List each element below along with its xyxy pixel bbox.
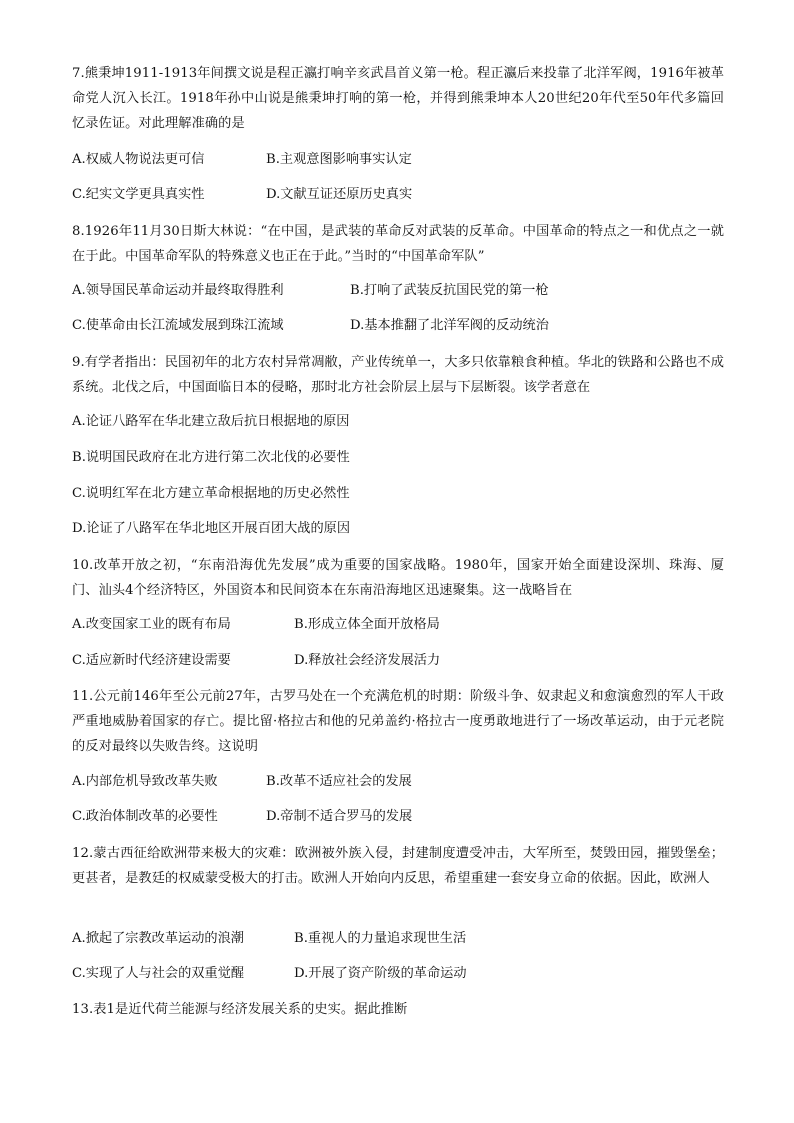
question-8-option-d: D.基本推翻了北洋军阀的反动统治 bbox=[350, 318, 549, 333]
question-10-option-c: C.适应新时代经济建设需要 bbox=[72, 653, 231, 668]
question-12-option-d: D.开展了资产阶级的革命运动 bbox=[294, 966, 467, 981]
question-9-option-d: D.论证了八路军在华北地区开展百团大战的原因 bbox=[72, 521, 351, 536]
question-11-option-a: A.内部危机导致改革失败 bbox=[72, 774, 218, 789]
question-11-option-d: D.帝制不适合罗马的发展 bbox=[266, 809, 413, 824]
question-9-option-b: B.说明国民政府在北方进行第二次北伐的必要性 bbox=[72, 450, 350, 465]
question-12-option-b: B.重视人的力量追求现世生活 bbox=[294, 931, 467, 946]
question-9-option-a: A.论证八路军在华北建立敌后抗日根据地的原因 bbox=[72, 414, 350, 429]
question-8-option-b: B.打响了武装反抗国民党的第一枪 bbox=[350, 283, 549, 298]
question-7-option-c: C.纪实文学更具真实性 bbox=[72, 187, 205, 202]
question-9-stem: 9.有学者指出：民国初年的北方农村异常凋敝，产业传统单一，大多只依靠粮食种植。华北的铁路和公路也不成系统。北伐之后，中国面临日本的侵略，那时北方社会阶层上层与下层断裂。该学者意在 bbox=[72, 355, 724, 395]
question-11-option-b: B.改革不适应社会的发展 bbox=[266, 774, 412, 789]
question-8-stem: 8.1926年11月30日斯大林说：“在中国，是武装的革命反对武装的反革命。中国革命的特点之一和优点之一就在于此。中国革命军队的特殊意义也正在于此。”当时的“中国革命军队” bbox=[72, 224, 724, 264]
question-12-option-a: A.掀起了宗教改革运动的浪潮 bbox=[72, 931, 244, 946]
question-7-stem: 7.熊秉坤1911-1913年间撰文说是程正瀛打响辛亥武昌首义第一枪。程正瀛后来投靠了北洋军阀，1916年被革命党人沉入长江。1918年孙中山说是熊秉坤打响的第一枪，并得到熊秉坤本人20世纪20年代至50年代多篇回忆录佐证。对此理解准确的是 bbox=[72, 66, 724, 131]
question-12-stem: 12.蒙古西征给欧洲带来极大的灾难：欧洲被外族入侵，封建制度遭受冲击，大军所至，焚毁田园，摧毁堡垒；更甚者，是教廷的权威蒙受极大的打击。欧洲人开始向内反思，希望重建一套安身立命的依据。因此，欧洲人 bbox=[72, 846, 724, 886]
question-7-option-a: A.权威人物说法更可信 bbox=[72, 152, 205, 167]
question-8-option-a: A.领导国民革命运动并最终取得胜利 bbox=[72, 283, 284, 298]
question-9-option-c: C.说明红军在北方建立革命根据地的历史必然性 bbox=[72, 486, 350, 501]
question-11-stem: 11.公元前146年至公元前27年，古罗马处在一个充满危机的时期：阶级斗争、奴隶起义和愈演愈烈的军人干政严重地威胁着国家的存亡。提比留·格拉古和他的兄弟盖约·格拉古一度勇敢地进行了一场改革运动，由于元老院的反对最终以失败告终。这说明 bbox=[72, 689, 724, 754]
question-10-stem: 10.改革开放之初，“东南沿海优先发展”成为重要的国家战略。1980年，国家开始全面建设深圳、珠海、厦门、汕头4个经济特区，外国资本和民间资本在东南沿海地区迅速聚集。这一战略旨在 bbox=[72, 558, 724, 598]
question-8-option-c: C.使革命由长江流域发展到珠江流域 bbox=[72, 318, 284, 333]
question-7-option-d: D.文献互证还原历史真实 bbox=[266, 187, 413, 202]
question-13-stem: 13.表1是近代荷兰能源与经济发展关系的史实。据此推断 bbox=[72, 1002, 408, 1017]
question-12-option-c: C.实现了人与社会的双重觉醒 bbox=[72, 966, 245, 981]
question-11-option-c: C.政治体制改革的必要性 bbox=[72, 809, 218, 824]
question-10-option-a: A.改变国家工业的既有布局 bbox=[72, 617, 231, 632]
question-10-option-d: D.释放社会经济发展活力 bbox=[294, 653, 441, 668]
question-7-option-b: B.主观意图影响事实认定 bbox=[266, 152, 412, 167]
question-10-option-b: B.形成立体全面开放格局 bbox=[294, 617, 440, 632]
